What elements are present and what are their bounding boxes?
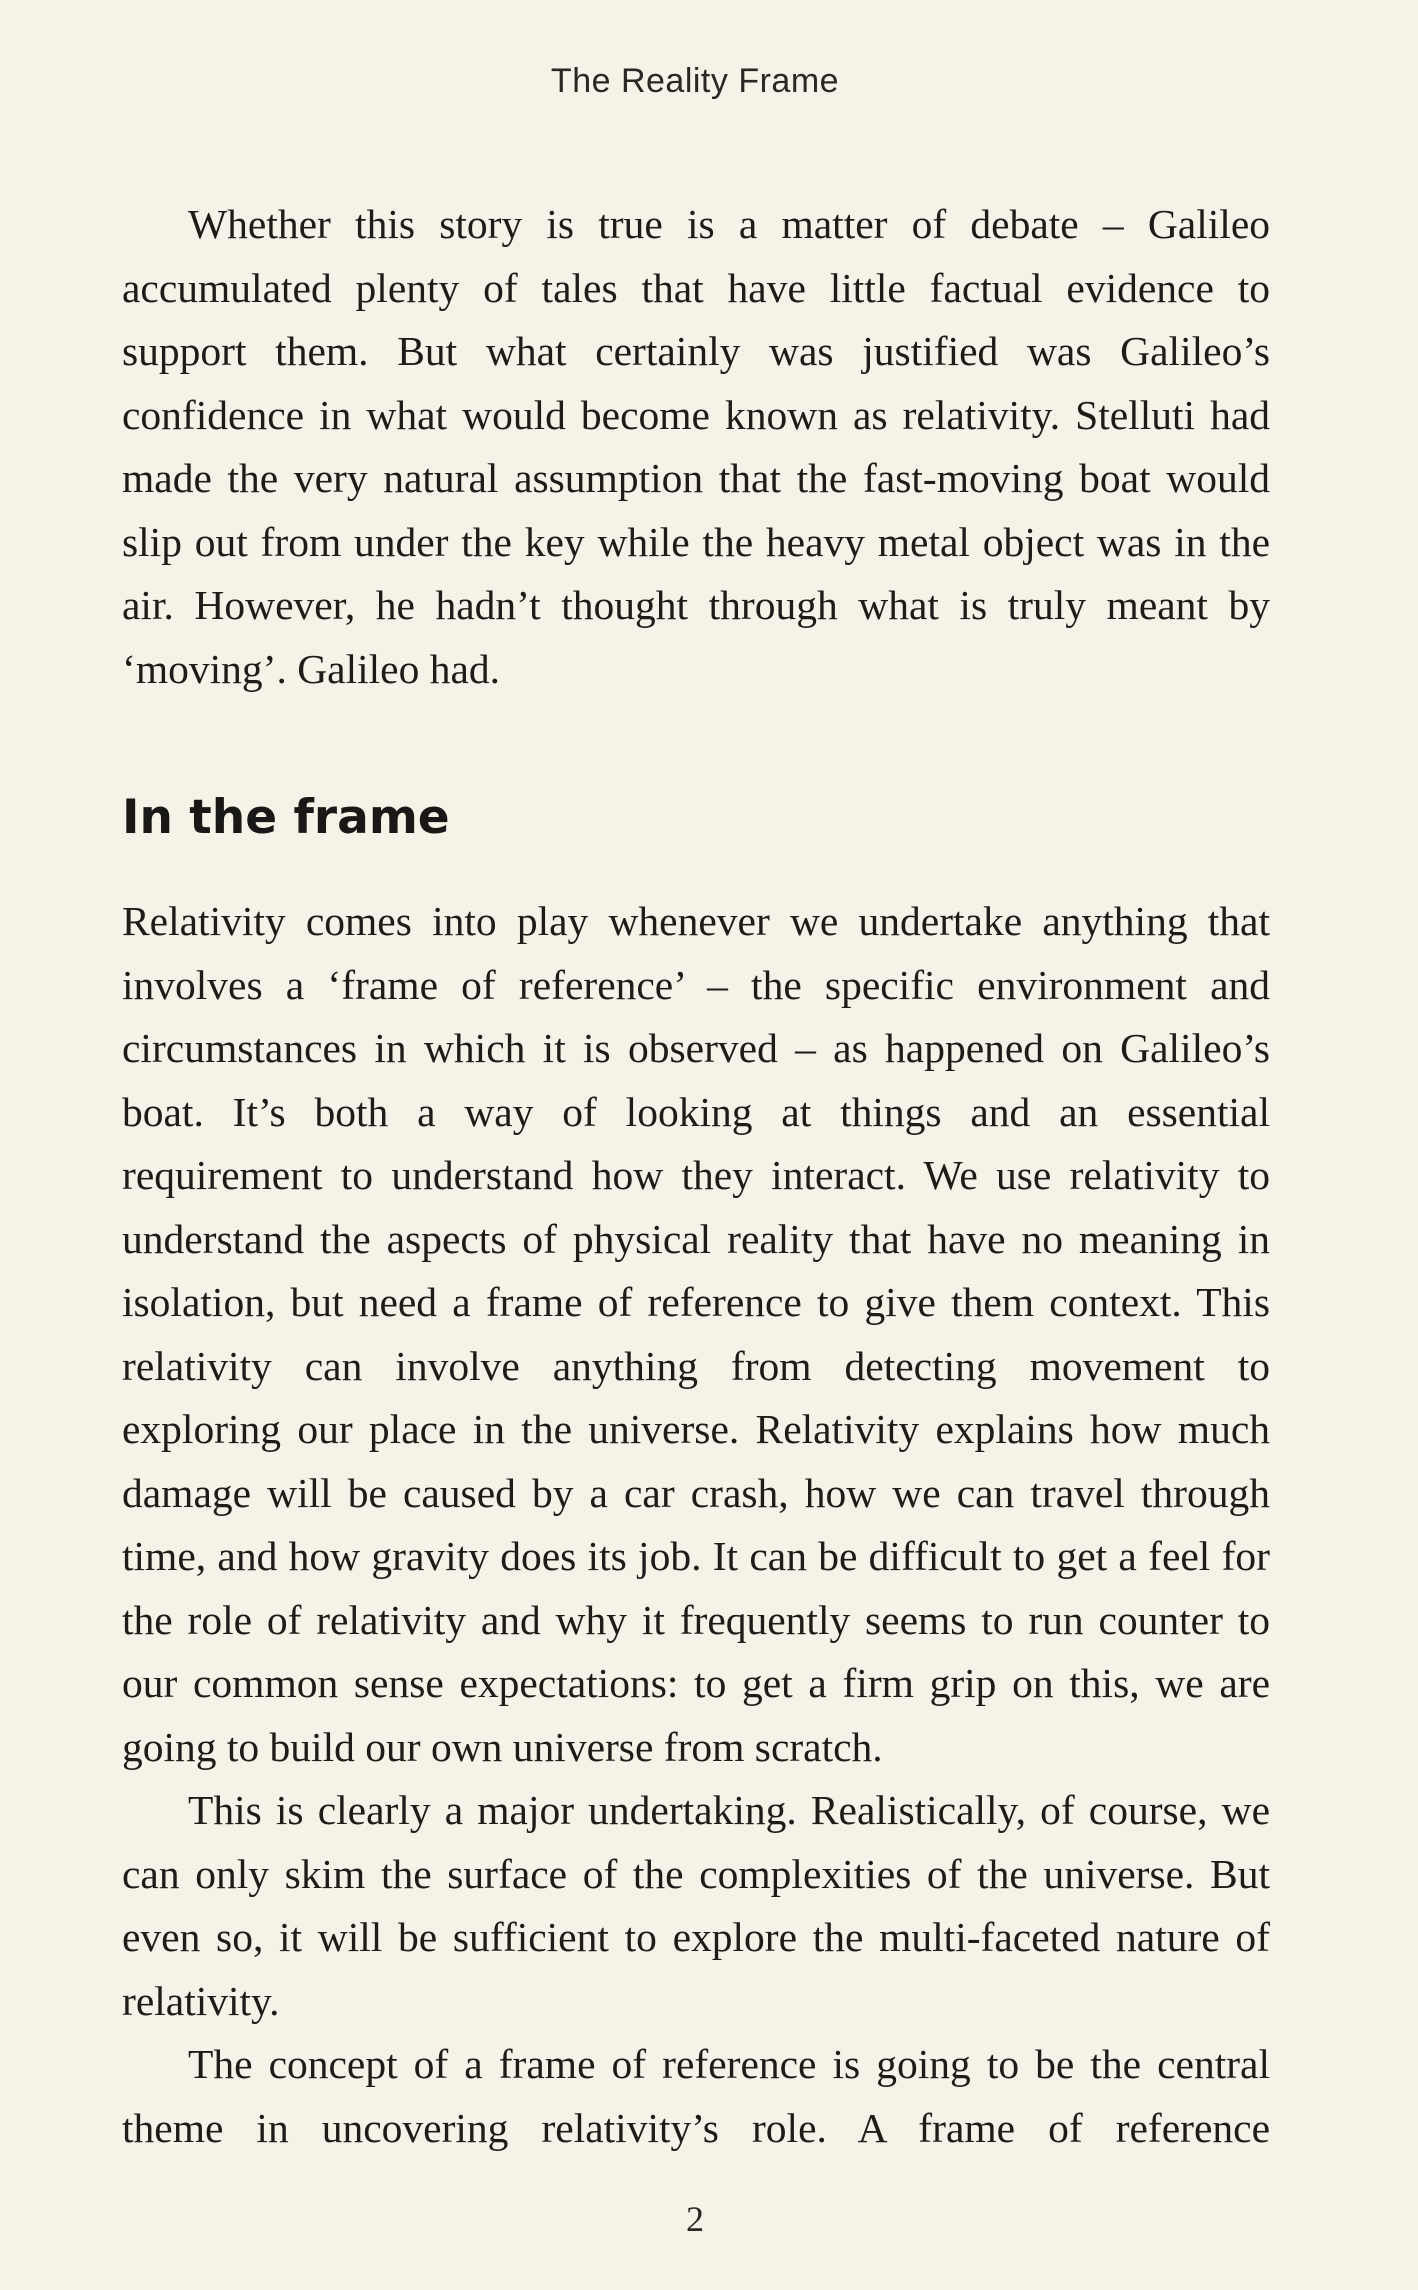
opening-paragraph: Whether this story is true is a matter of debate – Galileo accumulated plenty of tales that have little factual evidence to support them. But what certainly was justified was Galileo’s confidence in what would become known as relativity. Stelluti had made the very natural assumption that the fast-moving boat would slip out from under the key while the heavy metal object was in the air. However, he hadn’t thought through what is truly meant by ‘moving’. Galileo had. (122, 201, 1270, 692)
section-text-block (122, 890, 1270, 2160)
section-paragraph-1: Relativity comes into play whenever we undertake anything that involves a ‘frame of reference’ – the specific environment and circumstances in which it is observed – as happened on Galileo’s boat. It’s both a way of looking at things and an essential requirement to understand how they interact. We use relativity to understand the aspects of physical reality that have no meaning in isolation, but need a frame of reference to give them context. This relativity can involve anything from detecting movement to exploring our place in the universe. Relativity explains how much damage will be caused by a car crash, how we can travel through time, and how gravity does its job. It can be difficult to get a feel for the role of relativity and why it frequently seems to run counter to our common sense expectations: to get a firm grip on this, we are going to build our own universe from scratch. (122, 898, 1270, 1770)
section-paragraph-3: The concept of a frame of reference is going to be the central theme in uncovering relativity’s role. A frame of reference (122, 2041, 1270, 2151)
section-paragraph-2: This is clearly a major undertaking. Realistically, of course, we can only skim the surface of the complexities of the universe. But even so, it will be sufficient to explore the multi-faceted nature of relativity. (122, 1787, 1270, 2024)
page-number: 2 (686, 2199, 704, 2239)
section-heading: In the frame (122, 790, 450, 845)
running-head: The Reality Frame (550, 62, 840, 100)
opening-text-block (122, 193, 1270, 701)
